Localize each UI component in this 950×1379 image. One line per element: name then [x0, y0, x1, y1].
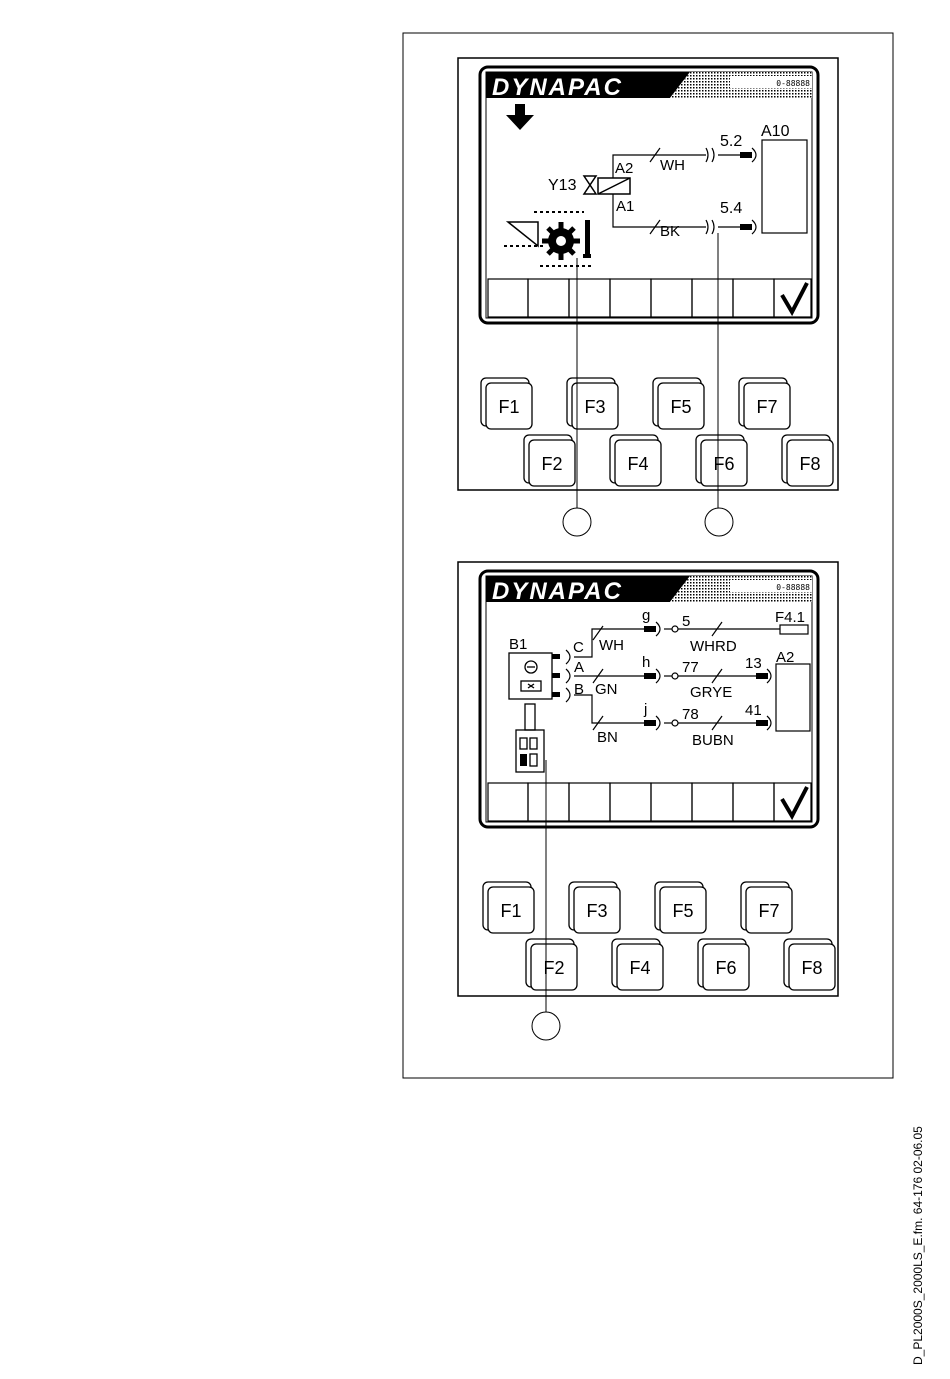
wire-whrd-label: WHRD	[690, 638, 737, 655]
node-77-label: 77	[682, 659, 699, 676]
f8-key-label: F8	[799, 454, 821, 474]
f2-key-label: F2	[541, 454, 563, 474]
display-screen-1	[480, 67, 818, 323]
f7-key-label: F7	[756, 397, 778, 417]
connector-a1-label: A1	[616, 198, 635, 215]
brand-logo: DYNAPAC	[492, 578, 623, 605]
wire-grye-label: GRYE	[690, 684, 733, 701]
f5-key-label: F5	[670, 397, 692, 417]
pin-b-label: B	[574, 681, 585, 698]
module-a10-label: A10	[761, 123, 790, 140]
plug-j-label: j	[644, 701, 648, 718]
f8-key[interactable]	[782, 435, 833, 486]
connector-a2-label: A2	[615, 160, 634, 177]
pin-5-4-label: 5.4	[720, 200, 743, 217]
wire-wh-label: WH	[660, 157, 685, 174]
wire-bn-label: BN	[597, 729, 618, 746]
callout-circle	[563, 508, 591, 536]
f5-key[interactable]	[653, 378, 704, 429]
sensor-b1-label: B1	[509, 636, 528, 653]
callout-circle	[705, 508, 733, 536]
f1-key-label: F1	[500, 901, 522, 921]
f7-key[interactable]	[741, 882, 792, 933]
callout-circle	[532, 1012, 560, 1040]
wire-bk-label: BK	[660, 223, 681, 240]
f3-key-label: F3	[584, 397, 606, 417]
fuse-f4-1-label: F4.1	[775, 609, 806, 626]
node-5-label: 5	[682, 613, 691, 630]
f7-key-label: F7	[758, 901, 780, 921]
f1-key[interactable]	[481, 378, 532, 429]
pin-5-2-label: 5.2	[720, 133, 743, 150]
display-screen-2	[480, 571, 818, 827]
screen-counter: 0-88888	[776, 583, 810, 592]
brand-logo: DYNAPAC	[492, 74, 623, 101]
f3-key[interactable]	[567, 378, 618, 429]
f6-key[interactable]	[696, 435, 747, 486]
f2-key-label: F2	[543, 958, 565, 978]
screen-counter: 0-88888	[776, 79, 810, 88]
f2-key[interactable]	[524, 435, 575, 486]
pin-41-label: 41	[745, 702, 762, 719]
f3-key[interactable]	[569, 882, 620, 933]
f7-key[interactable]	[739, 378, 790, 429]
pin-13-label: 13	[745, 655, 762, 672]
wire-gn-label: GN	[595, 681, 618, 698]
f4-key-label: F4	[627, 454, 649, 474]
node-78-label: 78	[682, 706, 699, 723]
f1-key[interactable]	[483, 882, 534, 933]
pin-a-label: A	[574, 659, 585, 676]
f2-key[interactable]	[526, 939, 577, 990]
wire-bubn-label: BUBN	[692, 732, 734, 749]
f3-key-label: F3	[586, 901, 608, 921]
f4-key[interactable]	[610, 435, 661, 486]
control-panel-2	[458, 562, 838, 1040]
module-a2-label: A2	[776, 649, 795, 666]
control-panel-1	[458, 58, 838, 536]
f6-key-label: F6	[715, 958, 737, 978]
valve-label: Y13	[548, 177, 577, 194]
plug-g-label: g	[642, 607, 651, 624]
f6-key-label: F6	[713, 454, 735, 474]
f4-key-label: F4	[629, 958, 651, 978]
document-footer: D_PL2000S_2000LS_E.fm. 64-176 02-06.05	[911, 1126, 925, 1365]
f8-key-label: F8	[801, 958, 823, 978]
f8-key[interactable]	[784, 939, 835, 990]
wire-wh-label: WH	[599, 637, 624, 654]
pin-c-label: C	[573, 639, 584, 656]
f5-key-label: F5	[672, 901, 694, 921]
f6-key[interactable]	[698, 939, 749, 990]
f4-key[interactable]	[612, 939, 663, 990]
f5-key[interactable]	[655, 882, 706, 933]
f1-key-label: F1	[498, 397, 520, 417]
plug-h-label: h	[642, 654, 651, 671]
